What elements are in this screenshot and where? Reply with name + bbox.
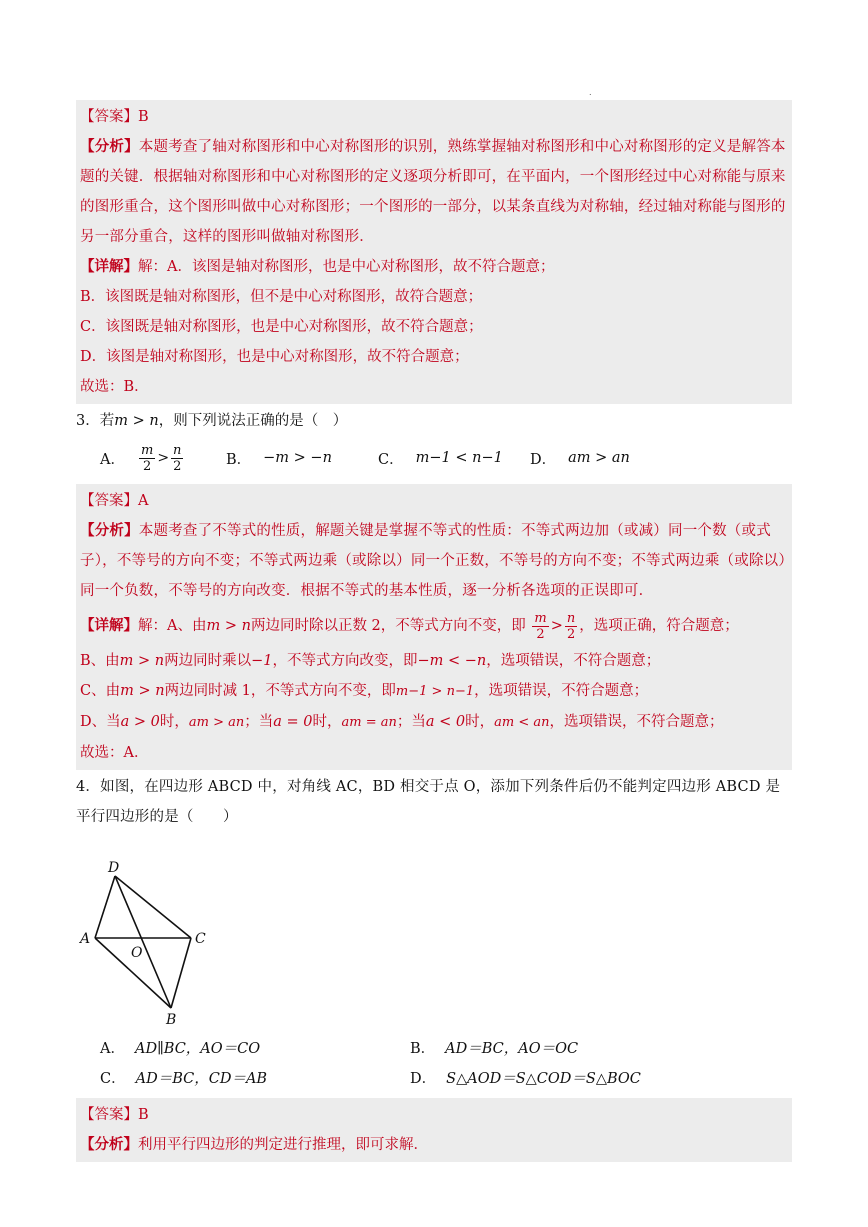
option-b: B． AD＝BC，AO＝OC — [410, 1041, 579, 1057]
question-3-stem: 3．若m > n，则下列说法正确的是（ ） — [76, 413, 348, 429]
answer-block-q2 — [76, 100, 792, 404]
label-c: C — [195, 931, 206, 947]
detail-line: 【详解】解：A．该图是轴对称图形，也是中心对称图形，故不符合题意； — [80, 258, 555, 275]
option-c: C． AD＝BC，CD＝AB — [100, 1071, 268, 1087]
option-d: D． S△AOD＝S△COD＝S△BOC — [410, 1071, 641, 1087]
analysis-paragraph: 【分析】本题考查了不等式的性质，解题关键是掌握不等式的性质：不等式两边加（或减）同一个数（或式子），不等号的方向不变；不等式两边乘（或除以）同一个正数，不等号的方向不变；不等式两边乘（或除以）同一个负数，不等号的方向改变．根据不等式的基本性质，逐一分析各选项的正误即可． — [80, 522, 786, 599]
quadrilateral-figure — [76, 832, 792, 1028]
option-a: A． $\frac{m}{2}$ > $\frac{n}{2}$ — [100, 442, 182, 474]
question-4-stem: 4．如图，在四边形 ABCD 中，对角线 AC，BD 相交于点 O，添加下列条件后仍不能判定四边形 ABCD 是平行四边形的是（ ） — [76, 779, 781, 825]
detail-line: 故选：B． — [80, 379, 149, 395]
detail-line: C．该图既是轴对称图形，也是中心对称图形，故不符合题意； — [80, 319, 483, 335]
detail-line: D、当a > 0时，am > an；当a = 0时，am = an；当a < 0时，am < an，选项错误，不符合题意； — [80, 714, 724, 730]
label-b: B — [166, 1012, 177, 1028]
document-page — [76, 100, 792, 1162]
question-3-options — [76, 436, 792, 480]
side-ad — [95, 876, 115, 938]
answer-label: 【答案】B — [80, 1107, 149, 1123]
diagonal-bd — [115, 876, 171, 1008]
detail-line: 【详解】解：A、由m > n两边同时除以正数 2，不等式方向不变，即 $\frac{m}{2}$ > $\frac{n}{2}$ ，选项正确，符合题意； — [80, 610, 739, 642]
label-o: O — [131, 945, 143, 961]
analysis-paragraph: 【分析】本题考查了轴对称图形和中心对称图形的识别，熟练掌握轴对称图形和中心对称图形的定义是解答本题的关键．根据轴对称图形和中心对称图形的定义逐项分析即可，在平面内，一个图形经过中心对称能与原来的图形重合，这个图形叫做中心对称图形；一个图形的一部分，以某条直线为对称轴，经过轴对称能与图形的另一部分重合，这样的图形叫做轴对称图形． — [80, 138, 786, 245]
detail-line: D．该图是轴对称图形，也是中心对称图形，故不符合题意； — [80, 349, 469, 365]
answer-label: 【答案】B — [80, 109, 149, 125]
detail-line: B．该图既是轴对称图形，但不是中心对称图形，故符合题意； — [80, 289, 483, 305]
answer-label: 【答案】A — [80, 493, 149, 509]
label-a: A — [80, 931, 91, 947]
question-4-options — [76, 1034, 792, 1094]
side-dc — [115, 876, 191, 938]
detail-line: B、由m > n两边同时乘以−1，不等式方向改变，即−m < −n，选项错误，不符合题意； — [80, 653, 661, 669]
side-cb — [171, 938, 191, 1008]
analysis-paragraph: 【分析】利用平行四边形的判定进行推理，即可求解． — [80, 1136, 428, 1153]
quadrilateral-diagram — [78, 838, 238, 1028]
option-d: D． am > an — [530, 450, 630, 468]
detail-line: 故选：A． — [80, 745, 149, 761]
answer-block-q3 — [76, 484, 792, 770]
detail-line: C、由m > n两边同时减 1，不等式方向不变，即m−1 > n−1，选项错误，不符合题意； — [80, 683, 649, 699]
answer-block-q4 — [76, 1098, 792, 1162]
option-a: A． AD∥BC，AO＝CO — [100, 1041, 261, 1057]
option-c: C． m−1 < n−1 — [378, 450, 503, 468]
top-mark: . — [589, 88, 592, 97]
option-b: B． −m > −n — [226, 450, 332, 468]
label-d: D — [108, 860, 120, 876]
